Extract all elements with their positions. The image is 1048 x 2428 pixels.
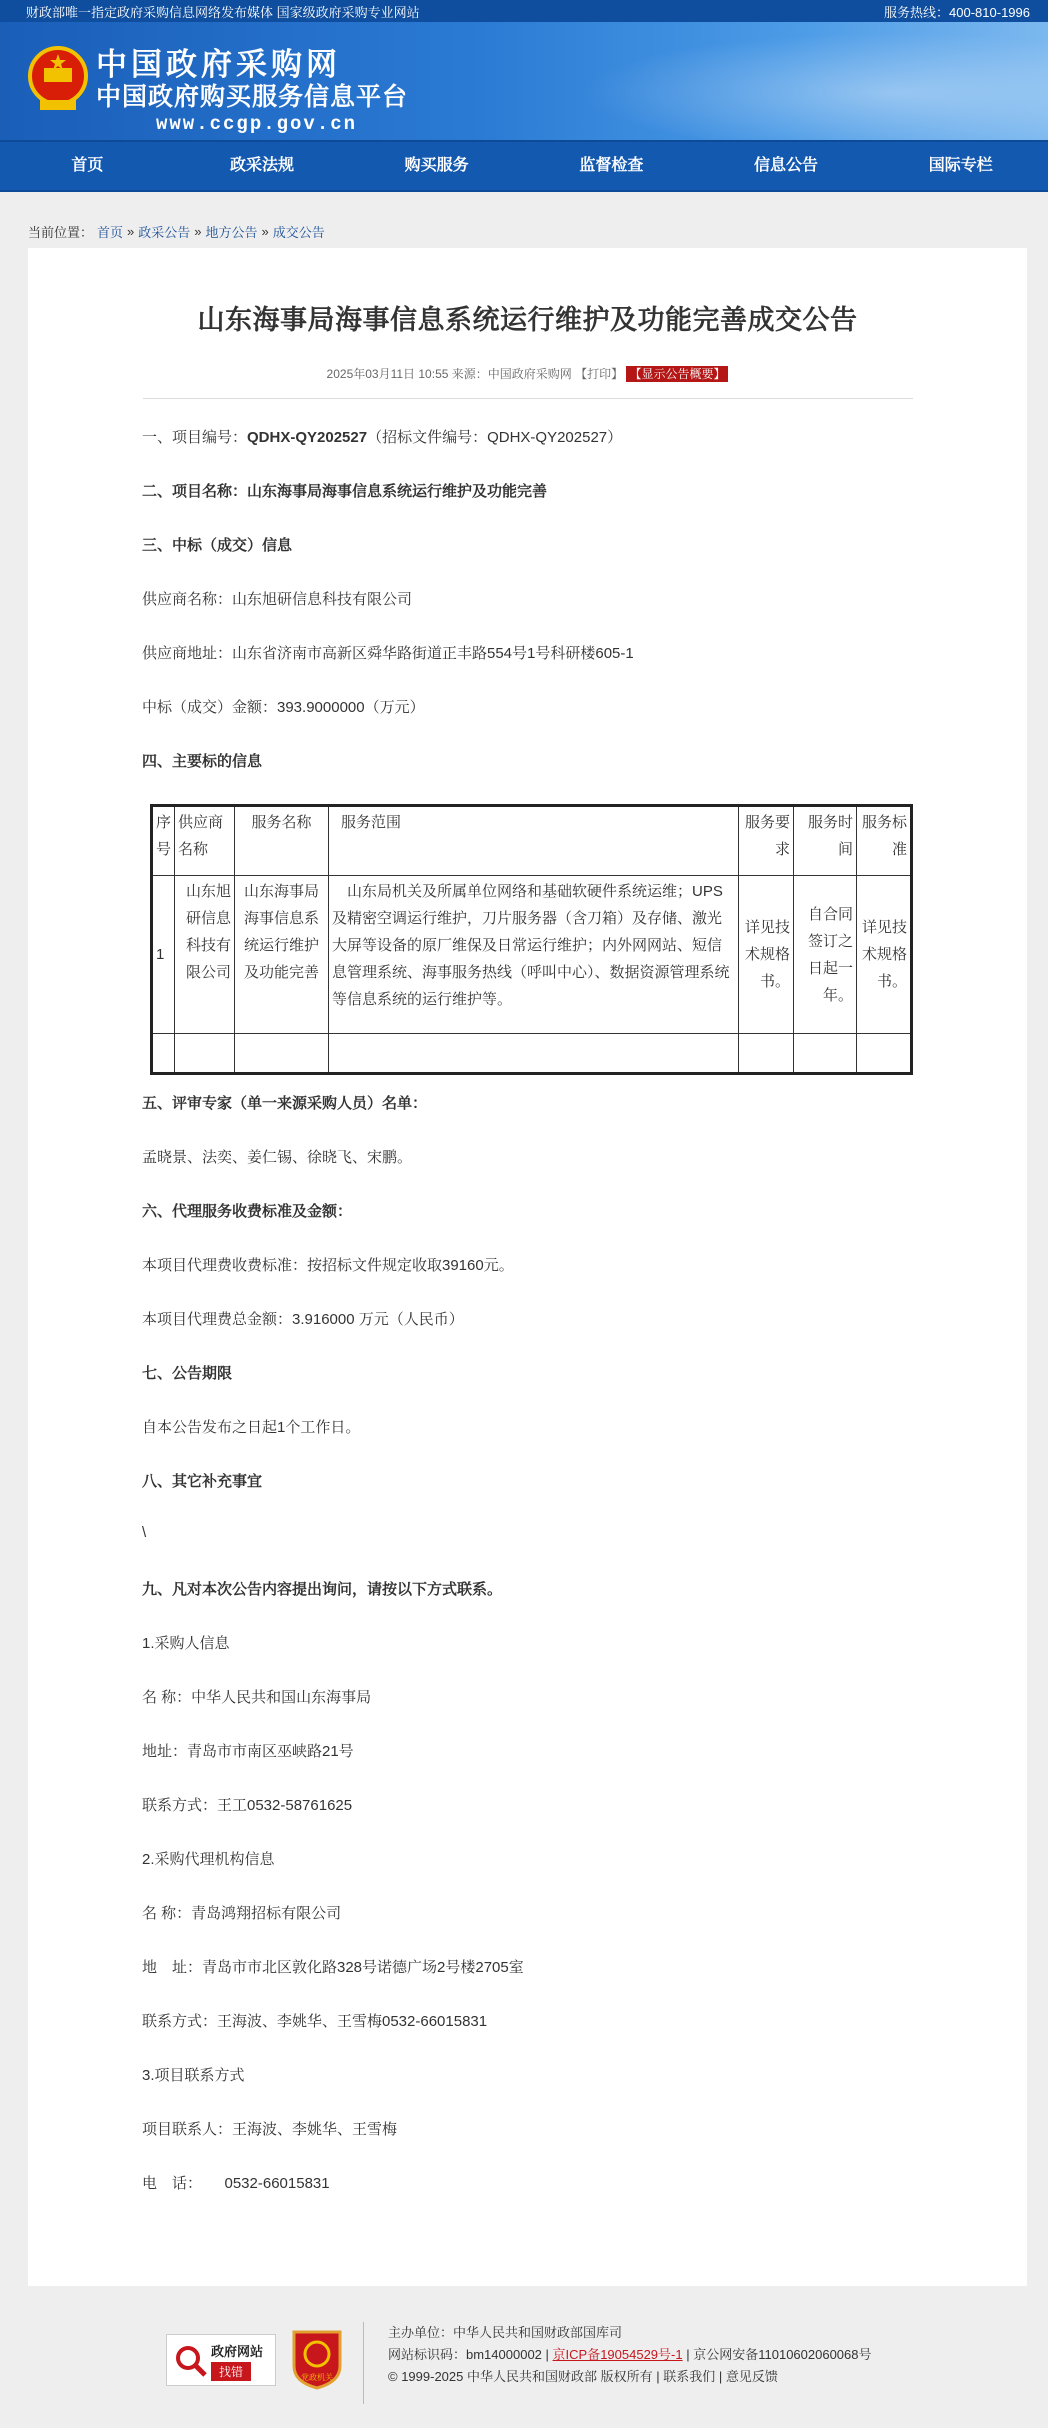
announcement-period: 自本公告发布之日起1个工作日。 xyxy=(142,1419,361,1436)
table-cell xyxy=(739,1034,794,1074)
party-gov-organ-icon[interactable] xyxy=(290,2328,344,2390)
header-decoration xyxy=(528,22,1048,140)
table-cell xyxy=(857,1034,912,1074)
party-gov-label: 党政机关 xyxy=(301,2373,333,2382)
table-header-cell: 供应商名称 xyxy=(175,806,235,876)
table-header-cell: 服务范围 xyxy=(329,806,739,876)
nav-international[interactable]: 国际专栏 xyxy=(928,157,993,174)
contact-us-link[interactable]: 联系我们 xyxy=(663,2369,716,2384)
table-cell xyxy=(175,1034,235,1074)
nav-announcements[interactable]: 信息公告 xyxy=(754,157,819,174)
site-brand[interactable] xyxy=(96,48,408,136)
nav-home[interactable]: 首页 xyxy=(71,157,104,174)
section-fee-heading: 六、代理服务收费标准及金额： xyxy=(142,1203,353,1220)
nav-purchase-services[interactable]: 购买服务 xyxy=(404,157,469,174)
purchaser-address: 地址：青岛市市南区巫峡路21号 xyxy=(142,1743,354,1760)
table-cell: 详见技术规格书。 xyxy=(739,876,794,1034)
agency-address: 地 址：青岛市市北区敦化路328号诺德广场2号楼2705室 xyxy=(142,1959,524,1976)
top-slogan: 财政部唯一指定政府采购信息网络发布媒体 国家级政府采购专业网站 xyxy=(26,4,420,20)
footer-sponsor: 主办单位：中华人民共和国财政部国库司 xyxy=(388,2325,623,2340)
table-row xyxy=(152,876,912,1034)
breadcrumb xyxy=(0,216,1048,246)
table-header-cell: 序号 xyxy=(152,806,175,876)
breadcrumb-local[interactable]: 地方公告 xyxy=(205,224,258,240)
table-cell: 山东局机关及所属单位网络和基础软硬件系统运维；UPS及精密空调运行维护，刀片服务器（含刀箱）及存储、激光大屏等设备的原厂维保及日常运行维护；内外网网站、短信息管理系统、海事服务热线（呼叫中心）、数据资源管理系统等信息系统的运行维护等。 xyxy=(329,876,739,1034)
agency-contact: 联系方式：王海波、李姚华、王雪梅0532-66015831 xyxy=(142,2013,488,2030)
site-footer xyxy=(28,2300,1027,2428)
table-cell xyxy=(235,1034,329,1074)
section-contact-heading: 九、凡对本次公告内容提出询问，请按以下方式联系。 xyxy=(142,1581,503,1598)
article-title: 山东海事局海事信息系统运行维护及功能完善成交公告 xyxy=(197,305,858,335)
purchaser-heading: 1.采购人信息 xyxy=(142,1635,230,1652)
project-contact-phone: 电 话： 0532-66015831 xyxy=(142,2175,330,2192)
supplier-address: 供应商地址：山东省济南市高新区舜华路街道正丰路554号1号科研楼605-1 xyxy=(142,645,634,662)
table-cell xyxy=(152,1034,175,1074)
table-header-cell: 服务标准 xyxy=(857,806,912,876)
project-number-value: QDHX-QY202527 xyxy=(247,429,368,446)
icp-link[interactable]: 京ICP备19054529号-1 xyxy=(552,2347,683,2362)
badge-top-text: 政府网站 xyxy=(211,2344,264,2359)
award-amount: 中标（成交）金额：393.9000000（万元） xyxy=(142,699,425,716)
purchaser-name: 名 称：中华人民共和国山东海事局 xyxy=(142,1689,372,1706)
breadcrumb-procurement[interactable]: 政采公告 xyxy=(138,224,191,240)
table-cell: 山东海事局海事信息系统运行维护及功能完善 xyxy=(235,876,329,1034)
project-contact-heading: 3.项目联系方式 xyxy=(142,2067,245,2084)
breadcrumb-deal[interactable]: 成交公告 xyxy=(272,224,325,240)
section-project-name: 二、项目名称：山东海事局海事信息系统运行维护及功能完善 xyxy=(142,483,548,500)
table-cell xyxy=(329,1034,739,1074)
title-divider xyxy=(143,398,913,399)
nav-supervision[interactable]: 监督检查 xyxy=(579,157,644,174)
site-header xyxy=(0,22,1048,140)
breadcrumb-sep: » xyxy=(127,223,135,239)
main-nav xyxy=(0,140,1048,192)
nav-regulations[interactable]: 政采法规 xyxy=(230,157,295,174)
section-other-heading: 八、其它补充事宜 xyxy=(142,1473,263,1490)
table-cell: 山东旭研信息科技有限公司 xyxy=(175,876,235,1034)
article-meta xyxy=(28,365,1027,382)
supplier-name: 供应商名称：山东旭研信息科技有限公司 xyxy=(142,591,413,608)
breadcrumb-home[interactable]: 首页 xyxy=(97,224,124,240)
badge-bottom-text: 找错 xyxy=(211,2362,251,2381)
section-experts-heading: 五、评审专家（单一来源采购人员）名单： xyxy=(142,1095,428,1112)
national-emblem-icon xyxy=(26,44,90,116)
table-cell: 1 xyxy=(152,876,175,1034)
table-header-row xyxy=(152,806,912,876)
service-hotline: 服务热线：400-810-1996 xyxy=(884,4,1030,20)
other-matters: \ xyxy=(142,1524,147,1541)
police-record[interactable]: 京公网安备11010602060068号 xyxy=(693,2347,872,2362)
show-summary-button[interactable]: 【显示公告概要】 xyxy=(626,366,728,382)
section-project-number xyxy=(142,426,622,447)
subject-table xyxy=(150,804,913,1075)
table-cell: 自合同签订之日起一年。 xyxy=(794,876,857,1034)
magnifier-icon xyxy=(173,2343,209,2379)
table-cell: 详见技术规格书。 xyxy=(857,876,912,1034)
footer-info xyxy=(388,2322,872,2388)
site-code: 网站标识码：bm14000002 xyxy=(388,2347,542,2362)
section-period-heading: 七、公告期限 xyxy=(142,1365,233,1382)
project-contact-person: 项目联系人：王海波、李姚华、王雪梅 xyxy=(142,2121,398,2138)
breadcrumb-sep: » xyxy=(261,223,269,239)
project-number-label: 一、项目编号： xyxy=(142,429,248,446)
feedback-link[interactable]: 意见反馈 xyxy=(725,2369,778,2384)
gov-website-error-report-badge[interactable] xyxy=(166,2334,276,2386)
brand-title: 中国政府采购网 xyxy=(96,47,341,83)
section-subject-heading: 四、主要标的信息 xyxy=(142,753,263,770)
brand-url: www.ccgp.gov.cn xyxy=(156,113,358,135)
article-panel xyxy=(28,248,1027,2286)
top-info-bar xyxy=(0,0,1048,22)
project-number-extra: （招标文件编号：QDHX-QY202527） xyxy=(367,429,623,446)
article-meta-text[interactable]: 2025年03月11日 10:55 来源：中国政府采购网 【打印】 xyxy=(326,367,624,381)
table-cell xyxy=(794,1034,857,1074)
table-header-cell: 服务时间 xyxy=(794,806,857,876)
fee-total: 本项目代理费总金额：3.916000 万元（人民币） xyxy=(142,1311,464,1328)
breadcrumb-sep: » xyxy=(194,223,202,239)
fee-standard: 本项目代理费收费标准：按招标文件规定收取39160元。 xyxy=(142,1257,514,1274)
agency-name: 名 称：青岛鸿翔招标有限公司 xyxy=(142,1905,342,1922)
experts-list: 孟晓景、法奕、姜仁锡、徐晓飞、宋鹏。 xyxy=(142,1149,413,1166)
table-row-empty xyxy=(152,1034,912,1074)
table-header-cell: 服务要求 xyxy=(739,806,794,876)
breadcrumb-prefix: 当前位置： xyxy=(28,224,94,240)
section-award-heading: 三、中标（成交）信息 xyxy=(142,537,293,554)
table-header-cell: 服务名称 xyxy=(235,806,329,876)
footer-codes: 网站标识码：bm14000002 | 京ICP备19054529号-1 | 京公网安备11010602060068号 xyxy=(388,2347,872,2362)
footer-copyright-row: © 1999-2025 中华人民共和国财政部 版权所有 | 联系我们 | 意见反馈 xyxy=(388,2369,778,2384)
brand-subtitle: 中国政府购买服务信息平台 xyxy=(96,82,409,111)
footer-divider xyxy=(363,2322,364,2404)
agency-heading: 2.采购代理机构信息 xyxy=(142,1851,275,1868)
copyright: © 1999-2025 中华人民共和国财政部 版权所有 xyxy=(388,2369,653,2384)
purchaser-contact: 联系方式：王工0532-58761625 xyxy=(142,1797,353,1814)
